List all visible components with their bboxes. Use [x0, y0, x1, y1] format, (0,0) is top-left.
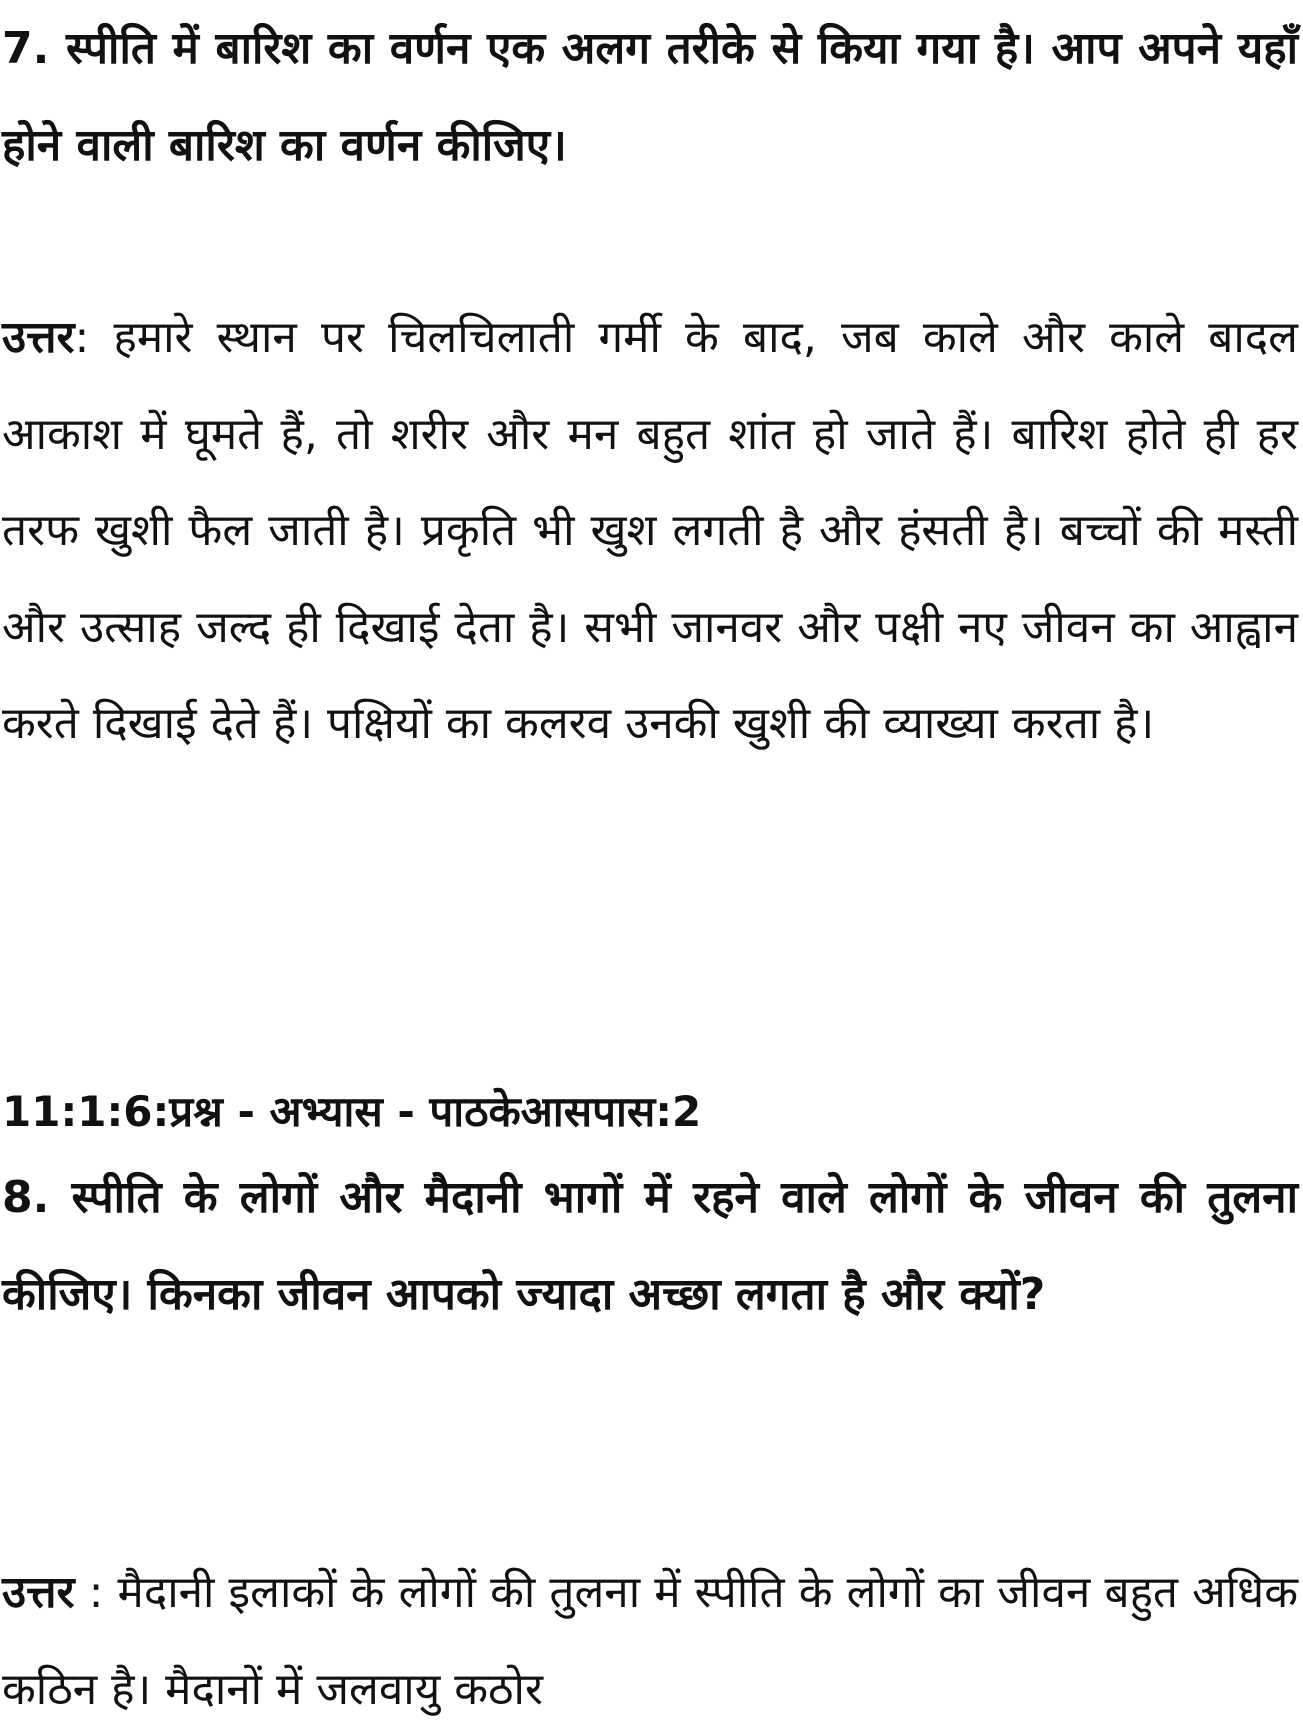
question-8: 8. स्पीति के लोगों और मैदानी भागों में रहने वाले लोगों के जीवन की तुलना कीजिए। किनका जीवन आपको ज्यादा अच्छा लगता है और क्यों?: [2, 1172, 1298, 1320]
answer-7-text: : हमारे स्थान पर चिलचिलाती गर्मी के बाद, जब काले और काले बादल आकाश में घूमते हैं, तो शरीर और मन बहुत शांत हो जाते हैं। बारिश होते ही हर तरफ खुशी फैल जाती है। प्रकृति भी खुश लगती है और हंसती है। बच्चों की मस्ती और उत्साह जल्द ही दिखाई देता है। सभी जानवर और पक्षी नए जीवन का आह्वान करते दिखाई देते हैं। पक्षियों का कलरव उनकी खुशी की व्याख्या करता है।: [2, 312, 1298, 749]
question-8-reference: 11:1:6:प्रश्न - अभ्यास - पाठकेआसपास:2: [2, 1087, 702, 1136]
question-7: 7. स्पीति में बारिश का वर्णन एक अलग तरीके से किया गया है। आप अपने यहाँ होने वाली बारिश का वर्णन कीजिए।: [2, 23, 1298, 171]
answer-8-label: उत्तर: [2, 1567, 75, 1618]
answer-7: [2, 290, 1298, 773]
answer-8-text: : मैदानी इलाकों के लोगों की तुलना में स्पीति के लोगों का जीवन बहुत अधिक कठिन है। मैदानों में जलवायु कठोर: [2, 1567, 1298, 1715]
answer-8: [2, 1545, 1298, 1733]
answer-7-label: उत्तर: [2, 312, 75, 363]
